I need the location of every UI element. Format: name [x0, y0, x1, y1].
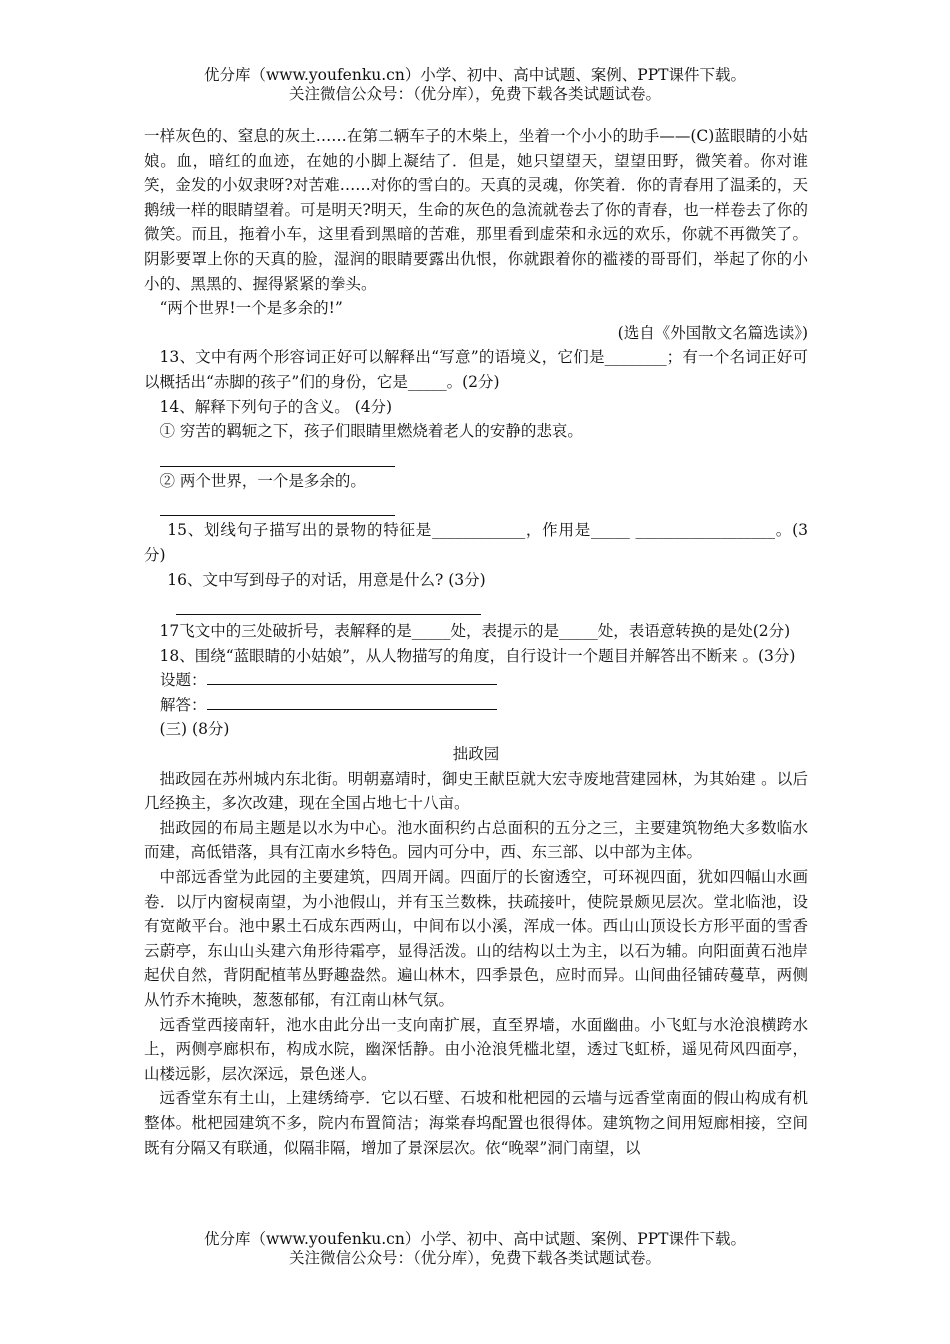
- passage-quote: “两个世界!一个是多余的!”: [159, 299, 343, 318]
- article-paragraph: 拙政园在苏州城内东北街。明朝嘉靖时，御史王献臣就大宏寺废地营建园林，为其始建 。以后几经换主，多次改建，现在全国占地七十八亩。: [144, 769, 808, 813]
- article-title: 拙政园: [452, 745, 500, 764]
- question-14-item-2: ② 两个世界，一个是多余的。: [159, 471, 366, 490]
- article-paragraph: 远香堂东有土山，上建绣绮亭．它以石壁、石坡和枇杷园的云墙与远香堂南面的假山构成有机整体。枇杷园建筑不多，院内布置简洁；海棠春坞配置也很得体。建筑物之间用短廊相接，空间既有分隔又有联通，似隔非隔，增加了景深层次。依“晚翠”洞门南望，以: [144, 1089, 808, 1157]
- answer-label: 解答：: [160, 695, 207, 714]
- answer-line-14-2[interactable]: [160, 493, 395, 516]
- question-18: 18、围绕“蓝眼睛的小姑娘”，从人物描写的角度，自行设计一个题目并解答出不断来 。(3分): [159, 646, 796, 665]
- document-body: [144, 124, 808, 1160]
- section-heading: (三) (8分): [159, 720, 230, 739]
- design-answer-line[interactable]: [207, 668, 497, 685]
- question-16: 16、文中写到母子的对话，用意是什么? (3分): [167, 570, 486, 589]
- page-footer: [0, 1230, 950, 1268]
- question-13: 13、文中有两个形容词正好可以解释出“写意”的语境义，它们是________；有一个名词正好可以概括出“赤脚的孩子”们的身份，它是_____。(2分): [144, 348, 808, 391]
- answer-line-16[interactable]: [176, 592, 481, 615]
- question-17: 17飞文中的三处破折号，表解释的是_____处，表提示的是_____处，表语意转换的是处(2分): [159, 622, 791, 641]
- footer-line-1: 优分库（www.youfenku.cn）小学、初中、高中试题、案例、PPT课件下载。: [203, 1230, 747, 1248]
- question-18-design-row: [144, 668, 808, 693]
- article-paragraph: 拙政园的布局主题是以水为中心。池水面积约占总面积的五分之三，主要建筑物绝大多数临水而建，高低错落，具有江南水乡特色。园内可分中，西、东三部、以中部为主体。: [144, 818, 808, 862]
- question-15: 15、划线句子描写出的景物的特征是____________，作用是_____ __________________。(3分): [144, 521, 808, 564]
- question-14-item-1: ① 穷苦的羁轭之下，孩子们眼睛里燃烧着老人的安静的悲哀。: [159, 422, 583, 441]
- design-label: 设题：: [160, 671, 207, 690]
- header-line-2: 关注微信公众号：（优分库），免费下载各类试题试卷。: [288, 85, 661, 103]
- answer-line-14-1[interactable]: [160, 444, 395, 467]
- question-14: 14、解释下列句子的含义。 (4分): [159, 397, 393, 416]
- passage-paragraph: 一样灰色的、窒息的灰土……在第二辆车子的木柴上，坐着一个小小的助手——(C)蓝眼睛的小姑娘。血，暗红的血迹，在她的小脚上凝结了．但是，她只望望天，望望田野，微笑着。你对谁笑，金发的小奴隶呀?对苦难……对你的雪白的。天真的灵魂，你笑着．你的青春用了温柔的，天鹅绒一样的眼睛望着。可是明天?明天，生命的灰色的急流就卷去了你的青春，也一样卷去了你的微笑。而且，拖着小车，这里看到黑暗的苦难，那里看到虚荣和永远的欢乐，你就不再微笑了。阴影要罩上你的天真的脸，湿润的眼睛要露出仇恨，你就跟着你的褴褛的哥哥们，举起了你的小小的、黑黑的、握得紧紧的拳头。: [144, 127, 808, 293]
- question-18-answer-row: [144, 693, 808, 718]
- answer-answer-line[interactable]: [207, 693, 497, 710]
- header-line-1: 优分库（www.youfenku.cn）小学、初中、高中试题、案例、PPT课件下载。: [203, 66, 747, 84]
- article-paragraph: 远香堂西接南轩，池水由此分出一支向南扩展，直至界墙，水面幽曲。小飞虹与水沧浪横跨水上，两侧亭廊枳布，构成水院，幽深恬静。由小沧浪凭槛北望，透过飞虹桥，遥见荷风四面亭，山楼远影，层次深远，景色迷人。: [144, 1015, 808, 1083]
- footer-line-2: 关注微信公众号：（优分库），免费下载各类试题试卷。: [288, 1249, 661, 1267]
- article-paragraph: 中部远香堂为此园的主要建筑，四周开阔。四面厅的长窗透空，可环视四面，犹如四幅山水画卷．以厅内窗棂南望，为小池假山，并有玉兰数株，扶疏接叶，使院景颇见层次。堂北临池，设有宽敞平台。池中累土石成东西两山，中间布以小溪，浑成一体。西山山顶设长方形平面的雪香云蔚亭，东山山头建六角形待霜亭，显得活泼。山的结构以土为主，以石为辅。向阳面黄石池岸起伏自然，背阴配植苇丛野趣盎然。遍山林木，四季景色，应时而异。山间曲径铺砖蔓草，两侧从竹乔木掩映，葱葱郁郁，有江南山林气氛。: [144, 868, 808, 1009]
- passage-source: (选自《外国散文名篇选读》): [617, 323, 808, 342]
- page-header: [0, 66, 950, 104]
